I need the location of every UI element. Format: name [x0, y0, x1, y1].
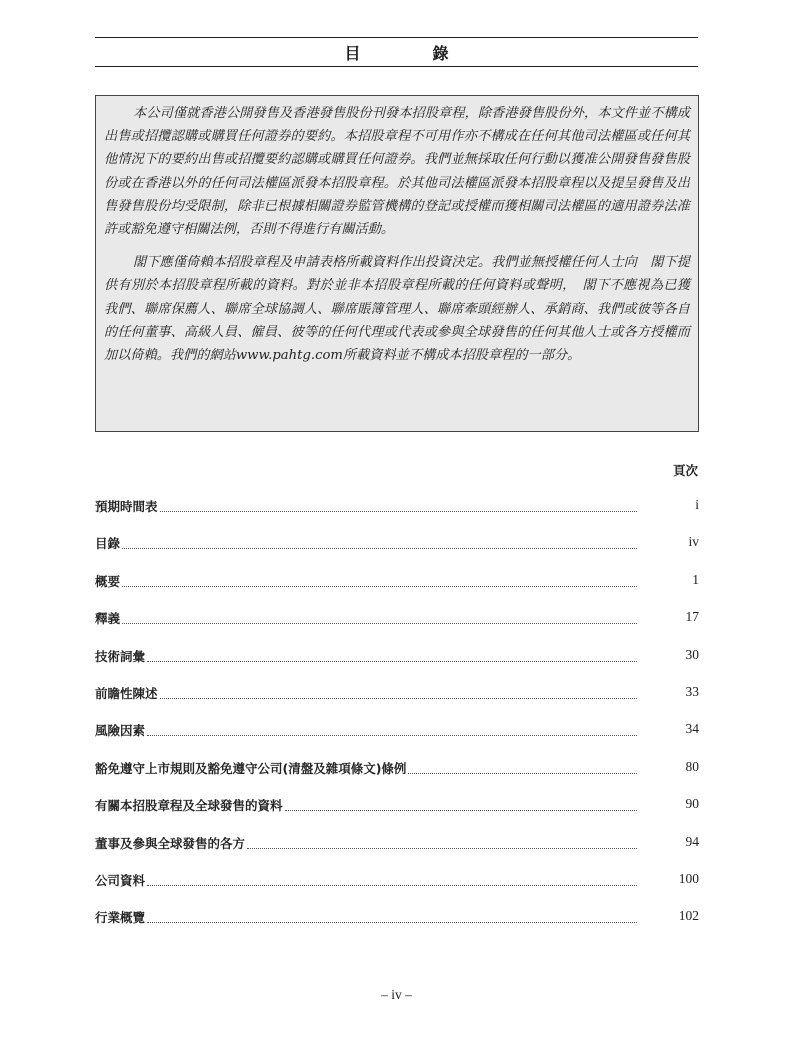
toc-entry[interactable] [95, 908, 699, 945]
toc-entry-page: 33 [685, 683, 699, 699]
toc-entry-label: 技術詞彙 [95, 648, 146, 664]
toc-entry[interactable] [95, 834, 699, 871]
toc-entry-page: 90 [685, 796, 699, 812]
toc-entry[interactable] [95, 497, 699, 534]
toc-entry-page: 100 [678, 870, 699, 886]
toc-entry-page: 1 [692, 571, 699, 587]
toc-entry-label: 前瞻性陳述 [95, 685, 158, 701]
leader-dots [408, 772, 637, 774]
toc-entry[interactable] [95, 647, 699, 684]
toc-entry[interactable] [95, 871, 699, 908]
leader-dots [122, 585, 637, 587]
toc-entry-page: 102 [678, 908, 699, 924]
toc-entry[interactable] [95, 796, 699, 833]
leader-dots [147, 921, 637, 923]
disclaimer-paragraph-2: 閣下應僅倚賴本招股章程及申請表格所載資料作出投資決定。我們並無授權任何人士向 閣下提供有別於本招股章程所載的資料。對於並非本招股章程所載的任何資料或聲明， 閣下不應視為已獲我們、聯席保薦人、聯席全球協調人、聯席賬簿管理人、聯席牽頭經辦人、承銷商、我們或彼等各自的任何董事、高級人員、僱員、彼等的任何代理或代表或參與全球發售的任何其他人士或各方授權而加以倚賴。我們的網站www.pahtg.com所載資料並不構成本招股章程的一部分。 [104, 255, 690, 364]
toc-entry-page: 34 [685, 721, 699, 737]
toc-entry[interactable] [95, 684, 699, 721]
page-title-bar [95, 37, 698, 67]
leader-dots [122, 547, 637, 549]
table-of-contents [95, 497, 699, 946]
toc-entry-label: 概要 [95, 573, 121, 589]
toc-entry-label: 行業概覽 [95, 910, 146, 926]
leader-dots [160, 510, 637, 512]
page-column-header: 頁次 [672, 463, 698, 478]
leader-dots [285, 809, 637, 811]
toc-entry[interactable] [95, 759, 699, 796]
toc-entry-page: iv [688, 534, 699, 550]
toc-entry-label: 風險因素 [95, 723, 146, 739]
leader-dots [160, 697, 637, 699]
toc-entry-label: 有關本招股章程及全球發售的資料 [95, 798, 283, 814]
toc-entry-label: 董事及參與全球發售的各方 [95, 835, 246, 851]
toc-entry[interactable] [95, 572, 699, 609]
toc-entry[interactable] [95, 721, 699, 758]
toc-entry[interactable] [95, 609, 699, 646]
page-title: 目 錄 [344, 43, 477, 63]
toc-entry-page: 17 [685, 609, 699, 625]
toc-entry-page: 94 [685, 833, 699, 849]
toc-entry-page: 30 [685, 646, 699, 662]
disclaimer-box [95, 95, 699, 432]
toc-entry-label: 預期時間表 [95, 499, 158, 514]
toc-entry-label: 目錄 [95, 536, 121, 552]
leader-dots [147, 734, 637, 736]
toc-entry[interactable] [95, 534, 699, 571]
leader-dots [147, 884, 637, 886]
leader-dots [122, 622, 637, 624]
leader-dots [147, 660, 637, 662]
leader-dots [247, 847, 637, 849]
disclaimer-paragraph-1: 本公司僅就香港公開發售及香港發售股份刊發本招股章程，除香港發售股份外，本文件並不構成出售或招攬認購或購買任何證券的要約。本招股章程不可用作亦不構成在任何其他司法權區或任何其他情況下的要約出售或招攬要約認購或購買任何證券。我們並無採取任何行動以獲准公開發售發售股份或在香港以外的任何司法權區派發本招股章程。於其他司法權區派發本招股章程以及提呈發售及出售發售股份均受限制，除非已根據相關證券監管機構的登記或授權而獲相關司法權區的適用證券法准許或豁免遵守相關法例，否則不得進行有關活動。 [104, 106, 690, 238]
page-number-footer: – iv – [381, 987, 412, 1002]
toc-entry-page: 80 [685, 758, 699, 774]
toc-entry-label: 公司資料 [95, 872, 146, 888]
toc-entry-label: 釋義 [95, 611, 121, 627]
toc-entry-label: 豁免遵守上市規則及豁免遵守公司(清盤及雜項條文)條例 [95, 760, 407, 776]
toc-entry-page: i [695, 497, 699, 512]
